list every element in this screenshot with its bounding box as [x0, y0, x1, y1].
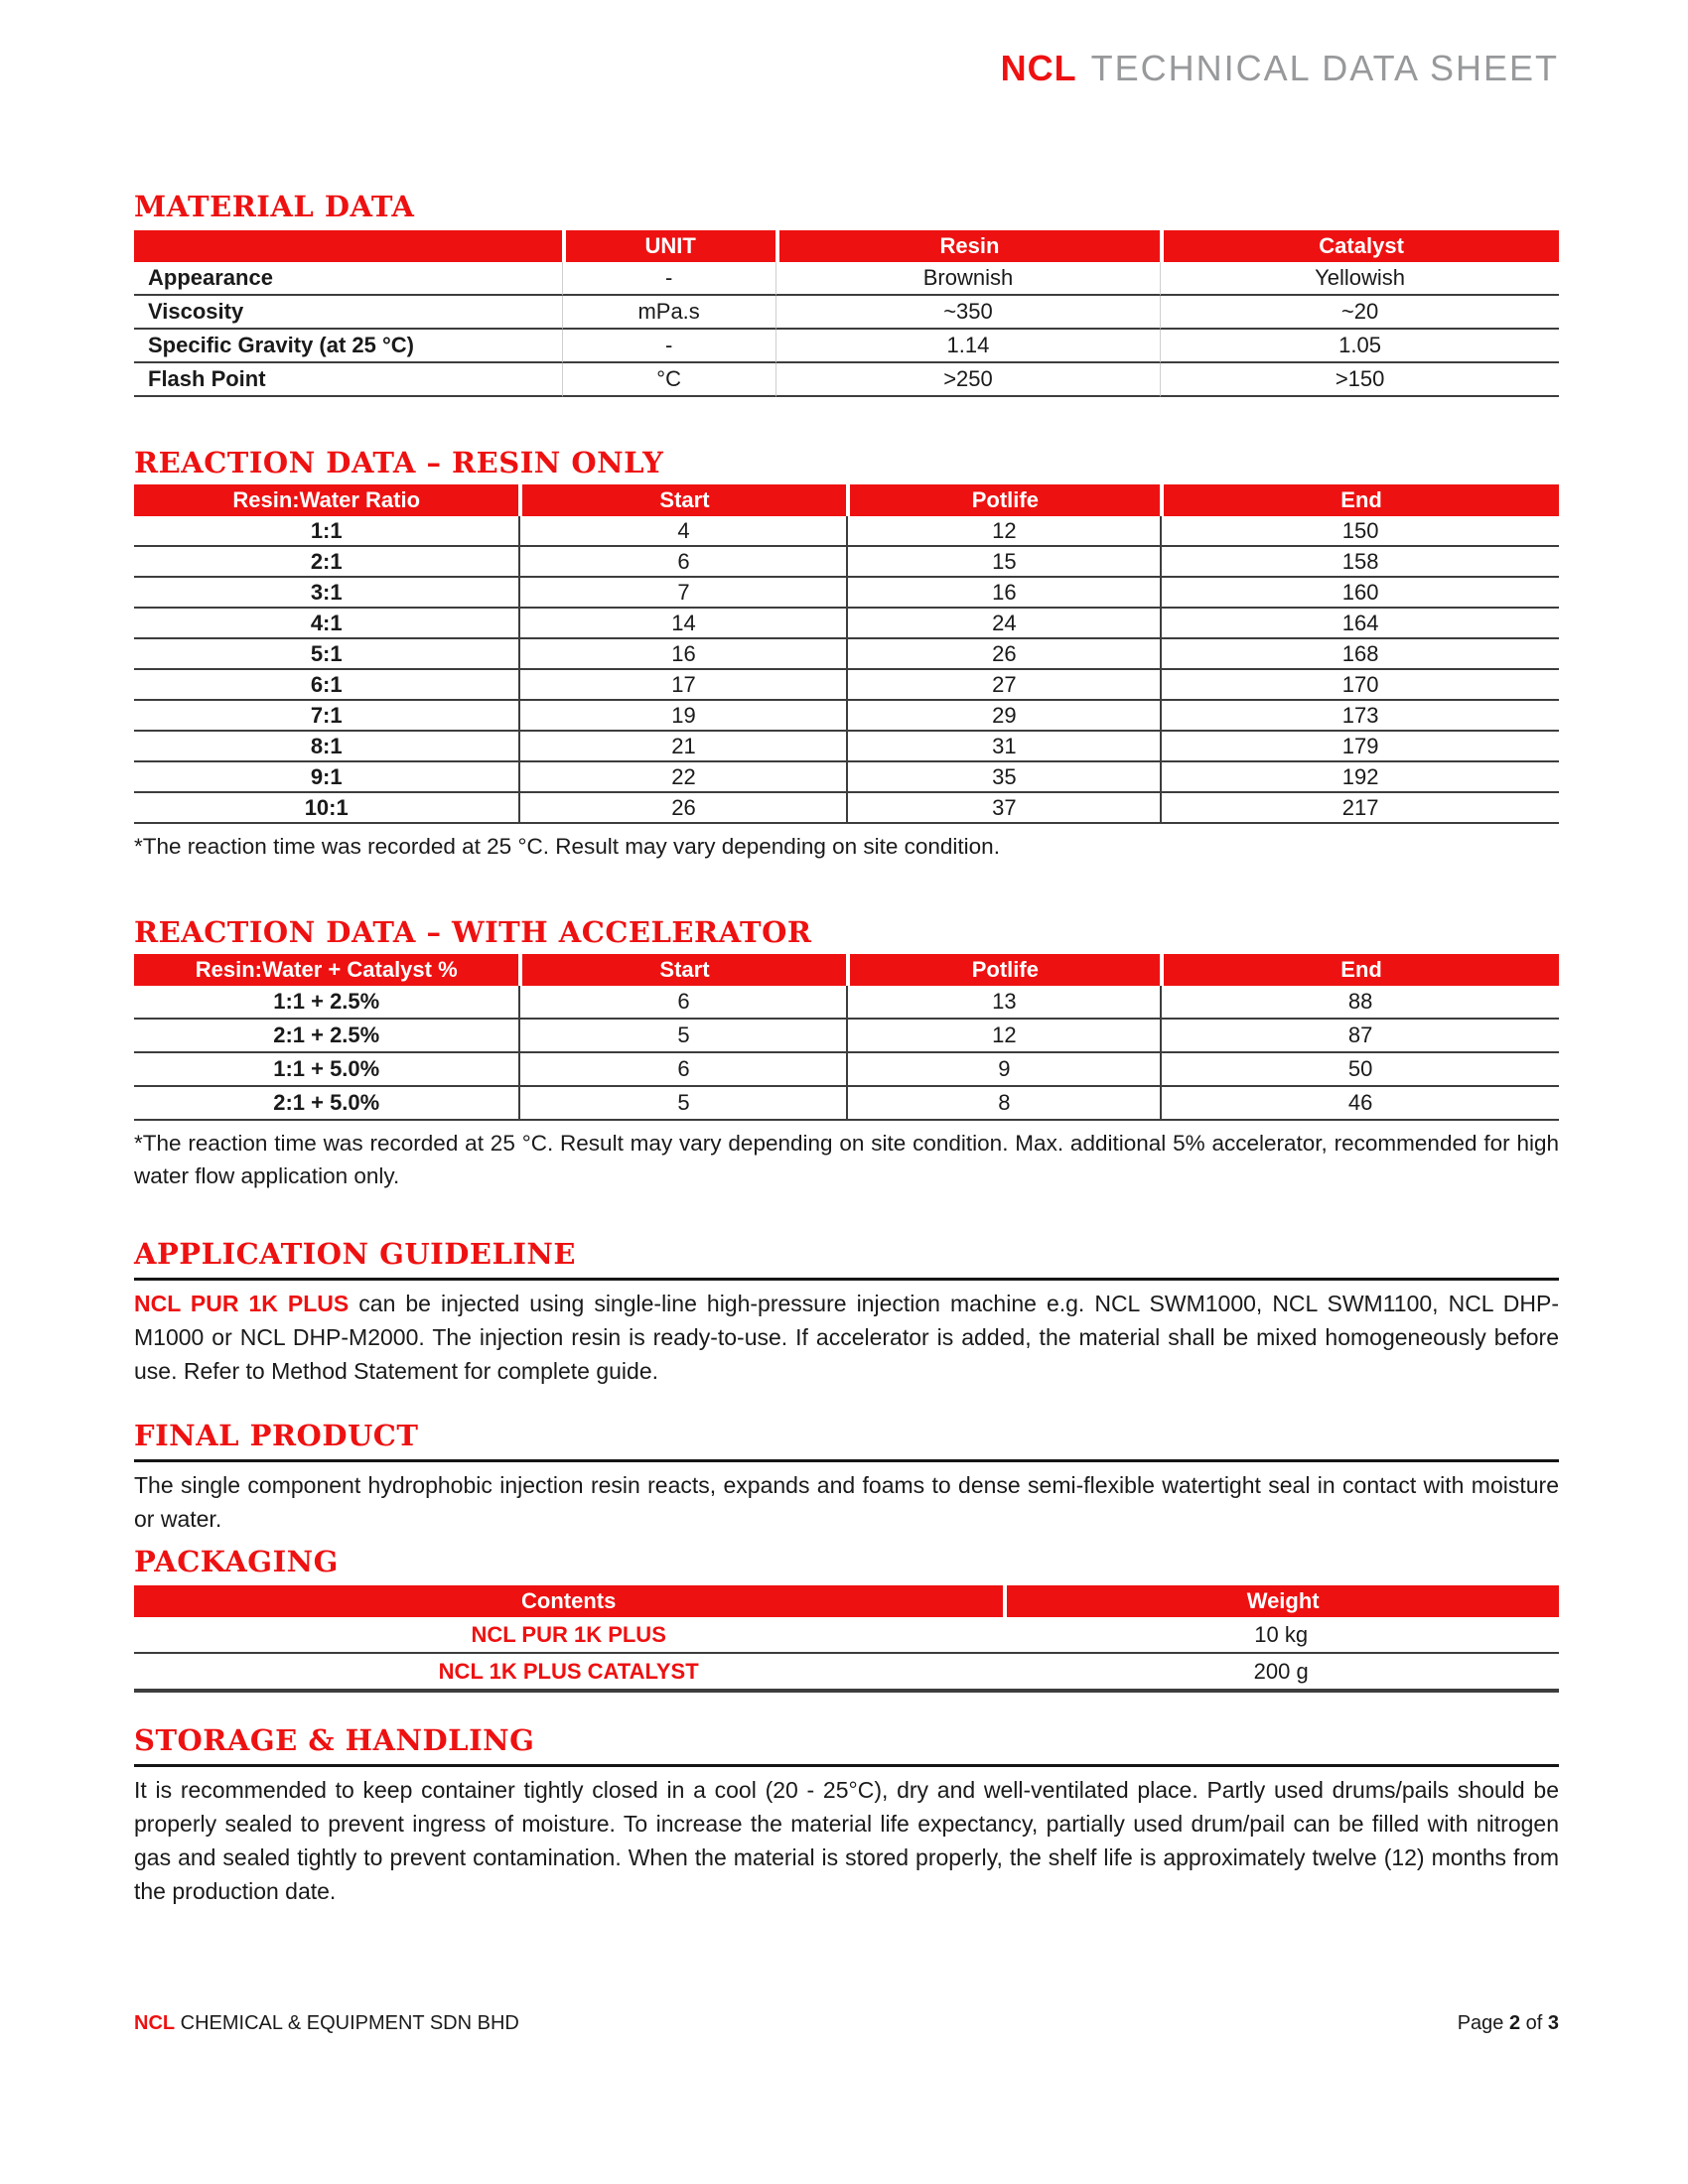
section-heading-material-data: MATERIAL DATA — [134, 190, 415, 223]
cell-potlife: 29 — [846, 701, 1160, 732]
cell-ratio: 6:1 — [134, 670, 518, 701]
page-total: 3 — [1547, 2012, 1559, 2034]
cell-ratio: 9:1 — [134, 762, 518, 793]
section-divider — [134, 1459, 1559, 1462]
cell-end: 164 — [1160, 609, 1559, 639]
cell-ratio: 2:1 + 5.0% — [134, 1087, 518, 1121]
section-heading-reaction-resin: REACTION DATA – RESIN ONLY — [134, 446, 664, 479]
cell-ratio: 8:1 — [134, 732, 518, 762]
column-header-potlife: Potlife — [846, 954, 1160, 986]
table-row — [134, 670, 1559, 701]
reaction-resin-table — [134, 484, 1559, 824]
table-row — [134, 732, 1559, 762]
cell-unit: mPa.s — [562, 296, 775, 330]
cell-end: 170 — [1160, 670, 1559, 701]
cell-start: 16 — [518, 639, 846, 670]
table-row — [134, 1087, 1559, 1121]
cell-unit: - — [562, 262, 775, 296]
cell-weight: 200 g — [1003, 1654, 1559, 1691]
table-row — [134, 609, 1559, 639]
column-header-catalyst: Catalyst — [1160, 230, 1559, 262]
cell-contents: NCL 1K PLUS CATALYST — [134, 1654, 1003, 1691]
cell-end: 173 — [1160, 701, 1559, 732]
footer-company-name: CHEMICAL & EQUIPMENT SDN BHD — [180, 2012, 519, 2034]
cell-resin: Brownish — [775, 262, 1160, 296]
cell-potlife: 15 — [846, 547, 1160, 578]
table-row — [134, 1053, 1559, 1087]
brand-logo-text: NCL — [1000, 48, 1077, 88]
table-row — [134, 639, 1559, 670]
cell-start: 7 — [518, 578, 846, 609]
cell-ratio: 1:1 + 5.0% — [134, 1053, 518, 1087]
section-heading-storage: STORAGE & HANDLING — [134, 1723, 535, 1757]
cell-catalyst: Yellowish — [1160, 262, 1559, 296]
cell-start: 6 — [518, 547, 846, 578]
cell-resin: 1.14 — [775, 330, 1160, 363]
product-name-highlight: NCL PUR 1K PLUS — [134, 1291, 350, 1316]
column-header-ratio-catalyst: Resin:Water + Catalyst % — [134, 954, 518, 986]
column-header-blank — [134, 230, 562, 262]
row-label: Flash Point — [134, 363, 562, 397]
column-header-weight: Weight — [1003, 1585, 1559, 1617]
footer-brand-text: NCL — [134, 2012, 176, 2034]
cell-end: 88 — [1160, 986, 1559, 1020]
section-reaction-resin-only — [134, 445, 1559, 863]
column-header-ratio: Resin:Water Ratio — [134, 484, 518, 516]
cell-ratio: 2:1 + 2.5% — [134, 1020, 518, 1053]
cell-start: 21 — [518, 732, 846, 762]
section-heading-packaging: PACKAGING — [134, 1545, 339, 1578]
cell-potlife: 35 — [846, 762, 1160, 793]
footer-company — [134, 2010, 519, 2036]
cell-resin: >250 — [775, 363, 1160, 397]
page-label: Page — [1457, 2012, 1509, 2034]
cell-end: 160 — [1160, 578, 1559, 609]
cell-start: 6 — [518, 1053, 846, 1087]
document-header — [134, 48, 1559, 89]
row-label: Viscosity — [134, 296, 562, 330]
section-divider — [134, 1764, 1559, 1767]
cell-end: 50 — [1160, 1053, 1559, 1087]
cell-unit: - — [562, 330, 775, 363]
section-material-data — [134, 189, 1559, 397]
cell-potlife: 31 — [846, 732, 1160, 762]
cell-potlife: 37 — [846, 793, 1160, 824]
cell-catalyst: 1.05 — [1160, 330, 1559, 363]
table-row — [134, 578, 1559, 609]
cell-potlife: 13 — [846, 986, 1160, 1020]
table-row — [134, 516, 1559, 547]
table-row — [134, 1617, 1559, 1654]
cell-potlife: 12 — [846, 1020, 1160, 1053]
cell-end: 192 — [1160, 762, 1559, 793]
column-header-start: Start — [518, 484, 846, 516]
table-row — [134, 262, 1559, 296]
cell-unit: °C — [562, 363, 775, 397]
section-divider — [134, 1278, 1559, 1281]
table-header-row — [134, 954, 1559, 986]
cell-end: 168 — [1160, 639, 1559, 670]
table-row — [134, 701, 1559, 732]
cell-potlife: 16 — [846, 578, 1160, 609]
column-header-contents: Contents — [134, 1585, 1003, 1617]
page-current: 2 — [1508, 2012, 1521, 2034]
cell-end: 87 — [1160, 1020, 1559, 1053]
reaction-accelerator-table — [134, 954, 1559, 1121]
table-row — [134, 363, 1559, 397]
footnote-reaction-resin: *The reaction time was recorded at 25 °C. Result may vary depending on site condition. — [134, 834, 1000, 859]
storage-paragraph: It is recommended to keep container tightly closed in a cool (20 - 25°C), dry and well-ventilated place. Partly used drums/pails should be properly sealed to prevent ingress of moisture. To increase the material life expectancy, partially used drum/pail can be filled with nitrogen gas and sealed tightly to prevent contamination. When the material is stored properly, the shelf life is approximately twelve (12) months from the production date. — [134, 1777, 1559, 1904]
footnote-reaction-accelerator: *The reaction time was recorded at 25 °C. Result may vary depending on site condition. Max. additional 5% accelerator, recommended for high water flow application only. — [134, 1131, 1559, 1188]
cell-ratio: 3:1 — [134, 578, 518, 609]
cell-start: 6 — [518, 986, 846, 1020]
cell-start: 19 — [518, 701, 846, 732]
column-header-end: End — [1160, 484, 1559, 516]
section-application-guideline — [134, 1236, 1559, 1388]
cell-potlife: 26 — [846, 639, 1160, 670]
page-number — [1458, 2010, 1559, 2036]
column-header-unit: UNIT — [562, 230, 775, 262]
section-packaging — [134, 1544, 1559, 1693]
cell-resin: ~350 — [775, 296, 1160, 330]
column-header-end: End — [1160, 954, 1559, 986]
cell-weight: 10 kg — [1003, 1617, 1559, 1654]
cell-start: 22 — [518, 762, 846, 793]
cell-ratio: 1:1 — [134, 516, 518, 547]
cell-start: 4 — [518, 516, 846, 547]
packaging-table — [134, 1585, 1559, 1693]
cell-ratio: 1:1 + 2.5% — [134, 986, 518, 1020]
table-header-row — [134, 1585, 1559, 1617]
table-row — [134, 330, 1559, 363]
section-heading-reaction-accelerator: REACTION DATA – WITH ACCELERATOR — [134, 915, 812, 949]
page-of-label: of — [1520, 2012, 1548, 2034]
cell-ratio: 5:1 — [134, 639, 518, 670]
cell-start: 14 — [518, 609, 846, 639]
column-header-resin: Resin — [775, 230, 1160, 262]
cell-start: 26 — [518, 793, 846, 824]
cell-potlife: 8 — [846, 1087, 1160, 1121]
section-final-product — [134, 1418, 1559, 1536]
column-header-start: Start — [518, 954, 846, 986]
cell-end: 217 — [1160, 793, 1559, 824]
table-header-row — [134, 484, 1559, 516]
cell-end: 150 — [1160, 516, 1559, 547]
cell-potlife: 9 — [846, 1053, 1160, 1087]
cell-end: 158 — [1160, 547, 1559, 578]
section-heading-application: APPLICATION GUIDELINE — [134, 1237, 577, 1271]
section-reaction-accelerator — [134, 914, 1559, 1192]
section-heading-final-product: FINAL PRODUCT — [134, 1419, 419, 1452]
cell-catalyst: >150 — [1160, 363, 1559, 397]
cell-ratio: 10:1 — [134, 793, 518, 824]
cell-contents: NCL PUR 1K PLUS — [134, 1617, 1003, 1654]
cell-ratio: 2:1 — [134, 547, 518, 578]
material-data-table — [134, 230, 1559, 397]
cell-start: 17 — [518, 670, 846, 701]
cell-end: 179 — [1160, 732, 1559, 762]
row-label: Specific Gravity (at 25 °C) — [134, 330, 562, 363]
cell-end: 46 — [1160, 1087, 1559, 1121]
table-row — [134, 547, 1559, 578]
table-header-row — [134, 230, 1559, 262]
table-row — [134, 793, 1559, 824]
application-body-text: can be injected using single-line high-pressure injection machine e.g. NCL SWM1000, NCL SWM1100, NCL DHP-M1000 or NCL DHP-M2000. The injection resin is ready-to-use. If accelerator is added, the material shall be mixed homogeneously before use. Refer to Method Statement for complete guide. — [134, 1291, 1559, 1384]
cell-catalyst: ~20 — [1160, 296, 1559, 330]
application-paragraph — [134, 1287, 1559, 1388]
final-product-paragraph: The single component hydrophobic injection resin reacts, expands and foams to dense semi-flexible watertight seal in contact with moisture or water. — [134, 1472, 1559, 1532]
row-label: Appearance — [134, 262, 562, 296]
table-row — [134, 762, 1559, 793]
section-storage-handling — [134, 1722, 1559, 1908]
table-row — [134, 986, 1559, 1020]
document-title: TECHNICAL DATA SHEET — [1090, 48, 1559, 88]
cell-ratio: 7:1 — [134, 701, 518, 732]
cell-potlife: 12 — [846, 516, 1160, 547]
table-row — [134, 1020, 1559, 1053]
column-header-potlife: Potlife — [846, 484, 1160, 516]
page-footer — [134, 2010, 1559, 2036]
cell-potlife: 27 — [846, 670, 1160, 701]
cell-ratio: 4:1 — [134, 609, 518, 639]
table-row — [134, 296, 1559, 330]
cell-potlife: 24 — [846, 609, 1160, 639]
table-row — [134, 1654, 1559, 1691]
cell-start: 5 — [518, 1087, 846, 1121]
cell-start: 5 — [518, 1020, 846, 1053]
